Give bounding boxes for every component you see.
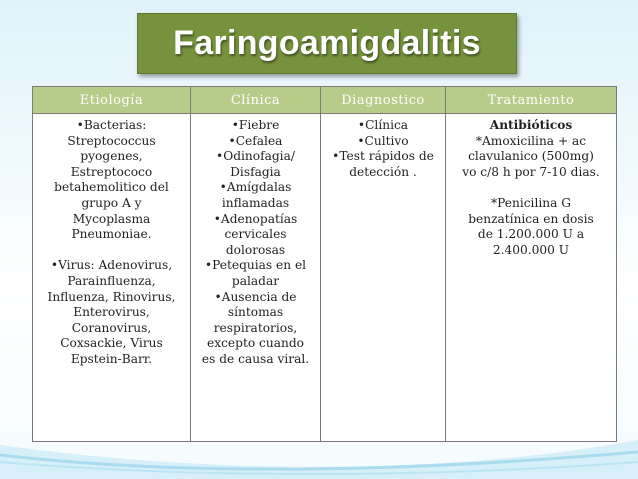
cell-text-line: betahemolitico del xyxy=(54,180,169,195)
cell-text-line: síntomas xyxy=(227,305,284,320)
tratamiento-heading: Antibióticos xyxy=(489,118,573,132)
cell-text-line: •Odinofagia/ xyxy=(216,149,295,164)
cell-text-line: •Bacterias: xyxy=(76,118,147,132)
cell-text-line: inflamadas xyxy=(221,195,290,210)
cell-text-line: Epstein-Barr. xyxy=(70,351,153,366)
page-title: Faringoamigdalitis xyxy=(173,24,481,62)
cell-text-line: 2.400.000 U xyxy=(492,242,570,257)
cell-text-line: •Cultivo xyxy=(357,133,409,148)
header-etiologia: Etiología xyxy=(33,87,191,114)
cell-text-line: paladar xyxy=(231,273,280,288)
cell-text-line: pyogenes, xyxy=(80,149,143,164)
cell-text-line: *Penicilina G xyxy=(491,195,571,210)
cell-text-line: excepto cuando xyxy=(207,336,304,351)
cell-text-line: es de causa viral. xyxy=(201,351,310,366)
cell-text-line: Streptococcus xyxy=(67,133,156,148)
cell-tratamiento xyxy=(446,114,617,442)
cell-text-line: vo c/8 h por 7-10 dias. xyxy=(462,164,600,179)
cell-text-line: *Amoxicilina + ac xyxy=(475,133,587,148)
cell-text-line: Parainfluenza, xyxy=(67,273,156,288)
cell-text-line: •Fiebre xyxy=(231,118,280,132)
cell-text-line: Influenza, Rinovirus, xyxy=(47,289,176,304)
cell-text-line: Pneumoniae. xyxy=(71,227,152,242)
cell-text-line: •Ausencia de xyxy=(214,289,297,304)
cell-text-line: Enterovirus, xyxy=(73,305,150,320)
header-diagnostico: Diagnostico xyxy=(321,87,446,114)
cell-text-line: Coranovirus, xyxy=(71,320,152,335)
title-banner xyxy=(137,13,517,74)
cell-diagnostico xyxy=(321,114,446,442)
cell-text-line: respiratorios, xyxy=(213,320,298,335)
header-tratamiento: Tratamiento xyxy=(446,87,617,114)
cell-text-line: •Virus: Adenovirus, xyxy=(50,258,173,273)
cell-text-line: •Adenopatías xyxy=(213,211,298,226)
header-row xyxy=(33,87,617,114)
blank-line xyxy=(448,180,614,196)
cell-text-line: •Cefalea xyxy=(228,133,283,148)
cell-text-line: grupo A y xyxy=(81,195,142,210)
cell-text-line: •Test rápidos de xyxy=(332,149,434,164)
info-table xyxy=(32,86,617,442)
cell-text-line: benzatínica en dosis xyxy=(468,211,594,226)
cell-text-line: •Amígdalas xyxy=(219,180,292,195)
cell-text-line: Estreptococo xyxy=(70,164,153,179)
cell-text-line: Disfagia xyxy=(230,164,281,179)
cell-text-line: cervicales xyxy=(224,227,287,242)
cell-etiologia xyxy=(33,114,191,442)
cell-text-line: Mycoplasma xyxy=(72,211,151,226)
blank-line xyxy=(35,243,188,259)
cell-text-line: de 1.200.000 U a xyxy=(477,227,585,242)
cell-text-line: detección . xyxy=(349,164,417,179)
cell-text-line: clavulanico (500mg) xyxy=(468,149,594,164)
cell-clinica xyxy=(191,114,321,442)
table-row xyxy=(33,114,617,442)
header-clinica: Clínica xyxy=(191,87,321,114)
cell-text-line: dolorosas xyxy=(225,242,286,257)
cell-text-line: •Clínica xyxy=(357,118,409,132)
cell-text-line: Coxsackie, Virus xyxy=(60,336,163,351)
cell-text-line: •Petequias en el xyxy=(204,258,307,273)
